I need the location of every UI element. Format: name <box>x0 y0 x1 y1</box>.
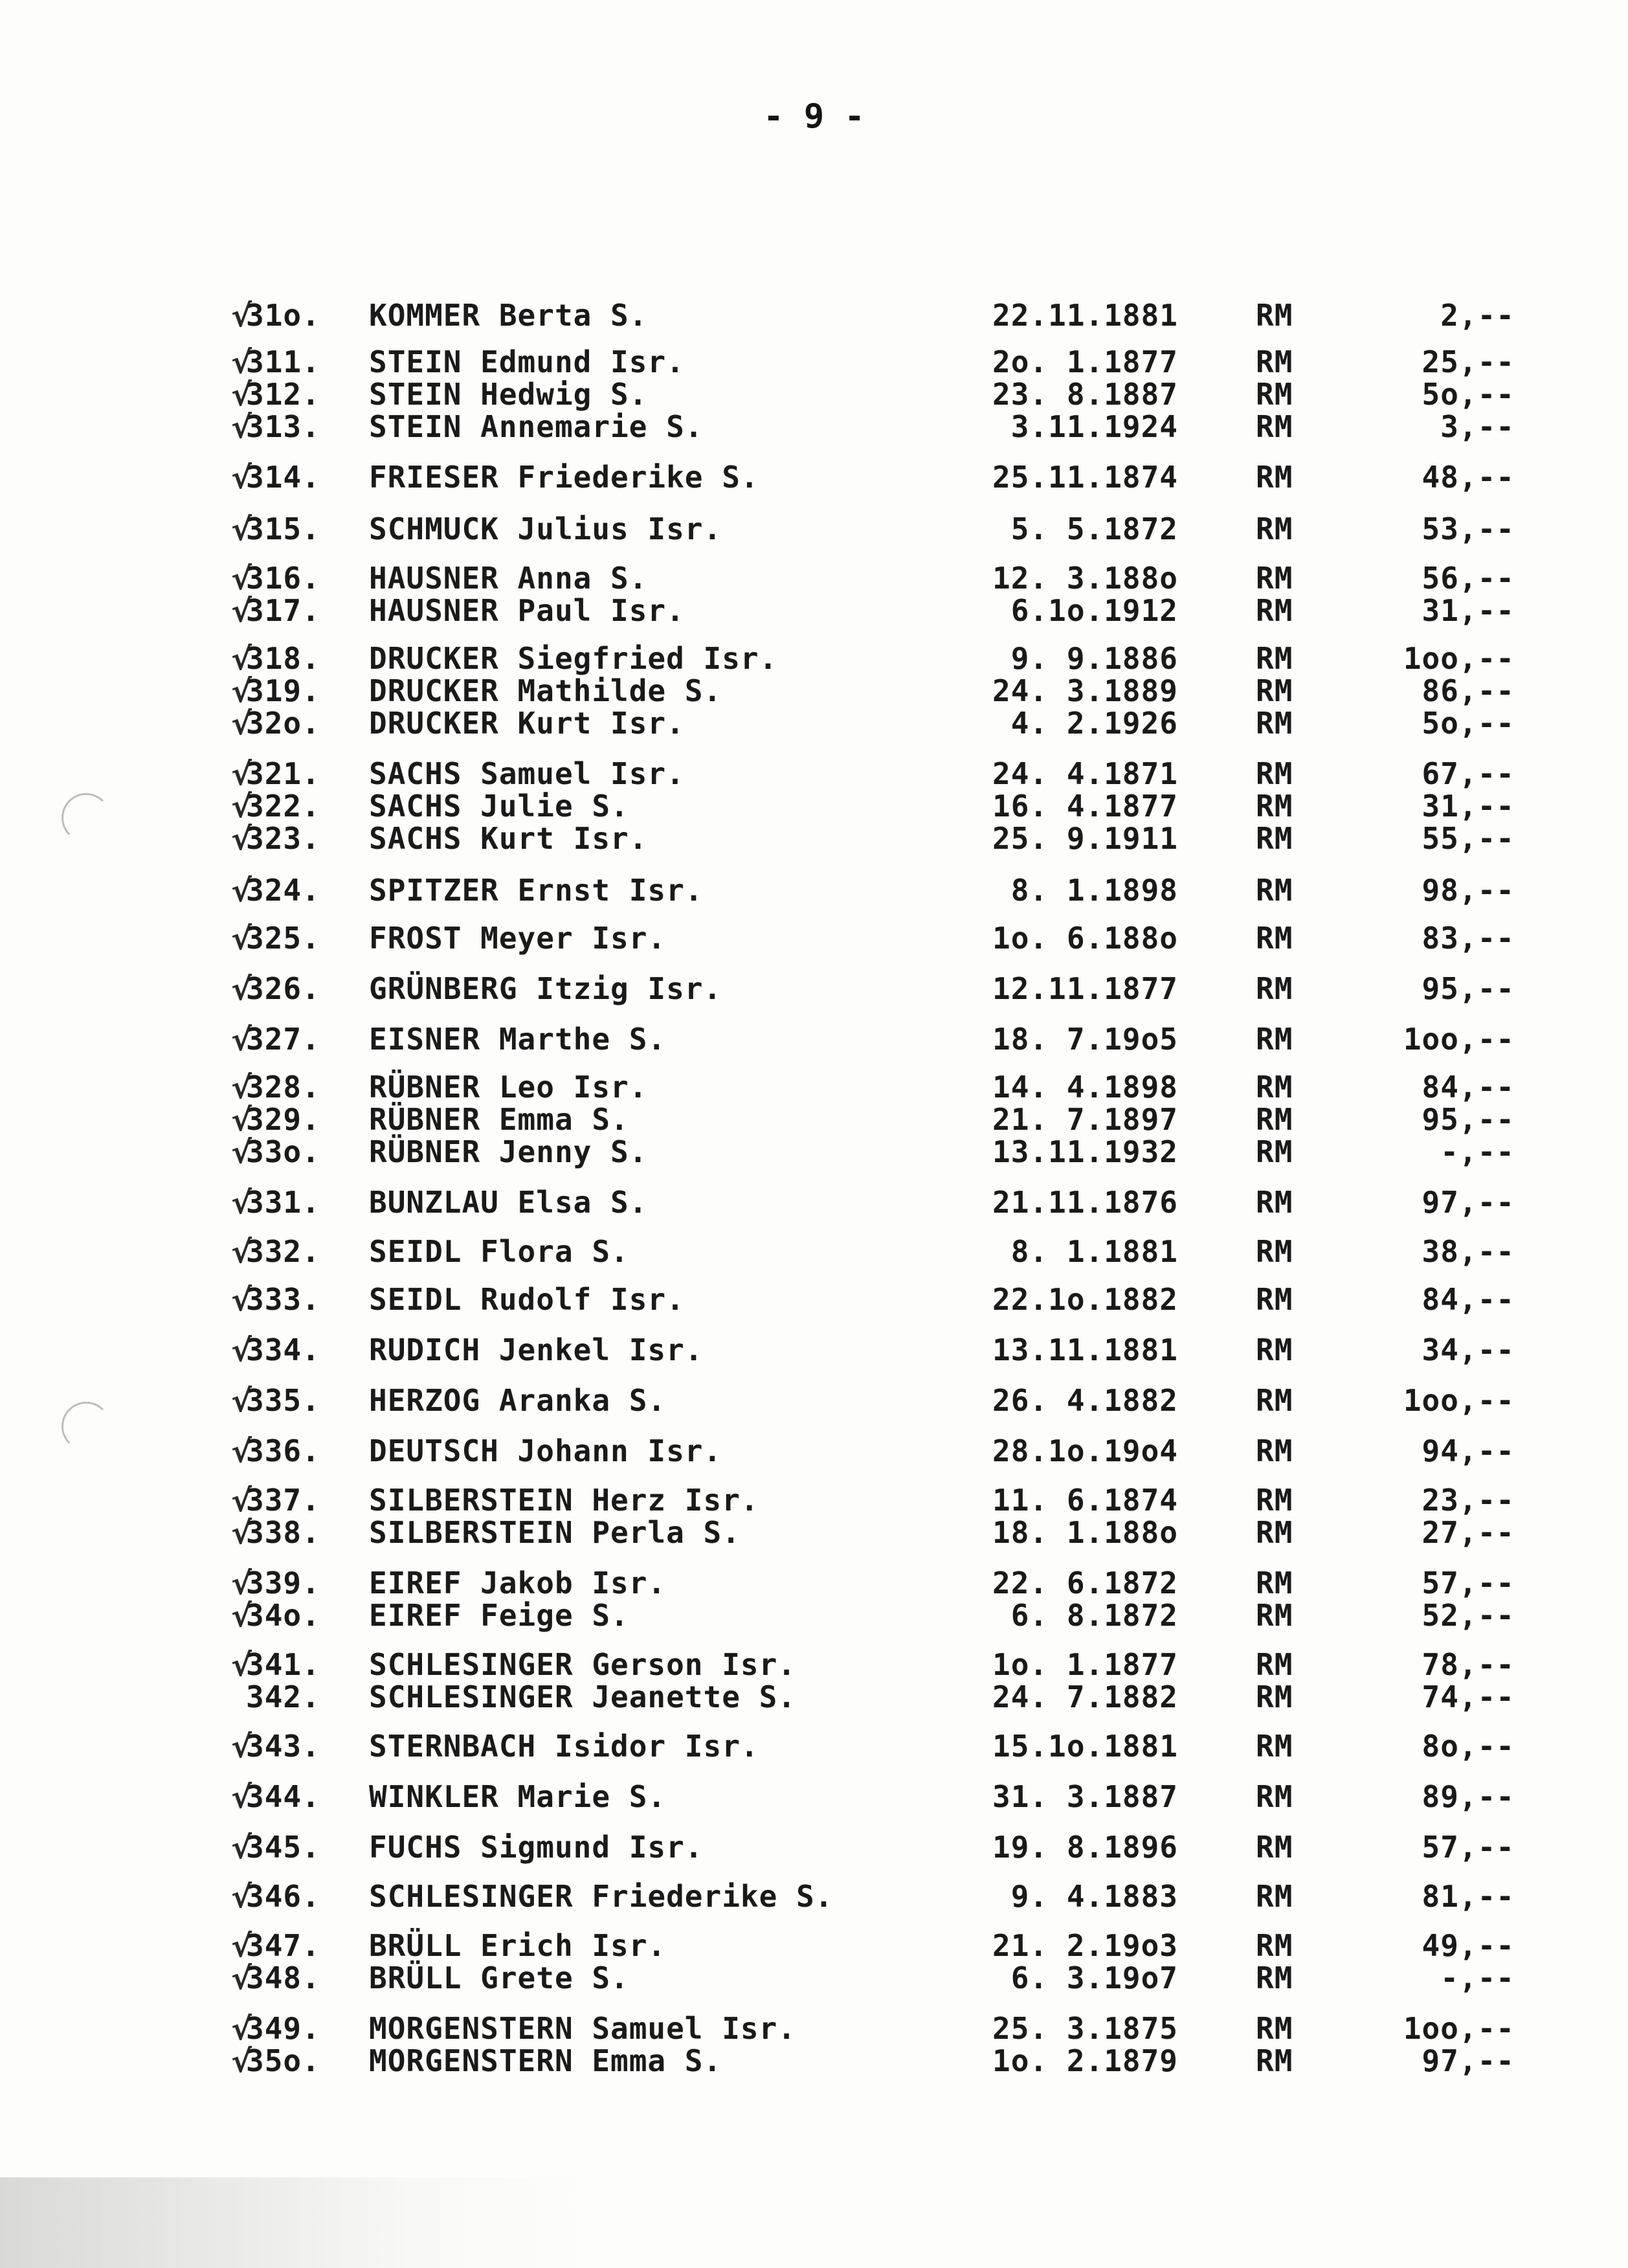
amount: 84,-- <box>1422 1282 1515 1317</box>
entry-number: 314. <box>246 460 320 495</box>
person-name: FUCHS Sigmund Isr. <box>369 1830 704 1865</box>
person-name: SCHLESINGER Jeanette S. <box>369 1679 796 1714</box>
entry-number: 325. <box>246 921 320 956</box>
person-name: BRÜLL Grete S. <box>369 1960 629 1995</box>
birth-date: 24. 3.1889 <box>992 673 1178 708</box>
page-number: - 9 - <box>763 97 865 136</box>
currency: RM <box>1256 1928 1293 1963</box>
person-name: DRUCKER Kurt Isr. <box>369 706 685 741</box>
amount: 3,-- <box>1440 409 1515 444</box>
amount: 89,-- <box>1422 1779 1515 1814</box>
entry-number: 342. <box>246 1679 320 1714</box>
amount: 48,-- <box>1422 460 1515 495</box>
tick-mark: √ <box>230 1960 252 1997</box>
person-name: SCHLESINGER Friederike S. <box>369 1879 834 1914</box>
entry-number: 341. <box>246 1647 320 1682</box>
tick-mark: √ <box>230 511 252 548</box>
currency: RM <box>1256 1234 1293 1269</box>
punch-hole-mark <box>61 793 111 842</box>
person-name: RÜBNER Leo Isr. <box>369 1070 648 1105</box>
person-name: SEIDL Flora S. <box>369 1234 629 1269</box>
tick-mark: √ <box>230 641 252 677</box>
tick-mark: √ <box>230 673 252 710</box>
birth-date: 22.11.1881 <box>992 298 1178 333</box>
tick-mark: √ <box>230 706 252 742</box>
entry-number: 317. <box>246 593 320 628</box>
amount: 97,-- <box>1422 2043 1515 2078</box>
amount: 5o,-- <box>1422 377 1515 412</box>
birth-date: 21.11.1876 <box>992 1185 1178 1220</box>
birth-date: 23. 8.1887 <box>992 377 1178 412</box>
amount: 5o,-- <box>1422 706 1515 741</box>
currency: RM <box>1256 756 1293 791</box>
person-name: SACHS Julie S. <box>369 789 629 824</box>
birth-date: 28.1o.19o4 <box>992 1433 1178 1468</box>
person-name: SACHS Kurt Isr. <box>369 821 648 856</box>
birth-date: 31. 3.1887 <box>992 1779 1178 1814</box>
tick-mark: √ <box>230 1383 252 1419</box>
tick-mark: √ <box>230 1483 252 1519</box>
tick-mark: √ <box>230 1070 252 1106</box>
entry-number: 331. <box>246 1185 320 1220</box>
birth-date: 24. 4.1871 <box>992 756 1178 791</box>
entry-number: 318. <box>246 641 320 676</box>
currency: RM <box>1256 673 1293 708</box>
currency: RM <box>1256 706 1293 741</box>
birth-date: 26. 4.1882 <box>992 1383 1178 1418</box>
entry-number: 316. <box>246 561 320 596</box>
person-name: RUDICH Jenkel Isr. <box>369 1332 704 1367</box>
person-name: SPITZER Ernst Isr. <box>369 873 704 908</box>
amount: 27,-- <box>1422 1515 1515 1550</box>
tick-mark: √ <box>230 344 252 381</box>
birth-date: 22.1o.1882 <box>992 1282 1178 1317</box>
currency: RM <box>1256 593 1293 628</box>
entry-number: 321. <box>246 756 320 791</box>
amount: 98,-- <box>1422 873 1515 908</box>
amount: 23,-- <box>1422 1483 1515 1518</box>
tick-mark: √ <box>230 1515 252 1551</box>
currency: RM <box>1256 1830 1293 1865</box>
person-name: HAUSNER Anna S. <box>369 561 648 596</box>
entry-number: 345. <box>246 1830 320 1865</box>
entry-number: 326. <box>246 971 320 1006</box>
tick-mark: √ <box>230 1647 252 1683</box>
amount: 81,-- <box>1422 1879 1515 1914</box>
birth-date: 8. 1.1881 <box>1010 1234 1178 1269</box>
entry-number: 349. <box>246 2011 320 2046</box>
tick-mark: √ <box>230 1879 252 1915</box>
birth-date: 19. 8.1896 <box>992 1830 1178 1865</box>
birth-date: 1o. 2.1879 <box>992 2043 1178 2078</box>
entry-number: 335. <box>246 1383 320 1418</box>
birth-date: 6. 8.1872 <box>1010 1598 1178 1633</box>
person-name: SCHLESINGER Gerson Isr. <box>369 1647 796 1682</box>
amount: 57,-- <box>1422 1566 1515 1600</box>
birth-date: 1o. 6.188o <box>992 921 1178 956</box>
currency: RM <box>1256 298 1293 333</box>
person-name: HAUSNER Paul Isr. <box>369 593 685 628</box>
amount: -,-- <box>1440 1134 1515 1169</box>
amount: 78,-- <box>1422 1647 1515 1682</box>
tick-mark: √ <box>230 2011 252 2047</box>
entry-number: 343. <box>246 1729 320 1764</box>
birth-date: 18. 7.19o5 <box>992 1022 1178 1057</box>
currency: RM <box>1256 2011 1293 2046</box>
birth-date: 22. 6.1872 <box>992 1566 1178 1600</box>
amount: 34,-- <box>1422 1332 1515 1367</box>
birth-date: 15.1o.1881 <box>992 1729 1178 1764</box>
amount: 1oo,-- <box>1403 1022 1515 1057</box>
currency: RM <box>1256 377 1293 412</box>
birth-date: 9. 4.1883 <box>1010 1879 1178 1914</box>
birth-date: 8. 1.1898 <box>1010 873 1178 908</box>
person-name: MORGENSTERN Samuel Isr. <box>369 2011 796 2046</box>
currency: RM <box>1256 460 1293 495</box>
tick-mark: √ <box>230 971 252 1007</box>
tick-mark: √ <box>230 1185 252 1221</box>
currency: RM <box>1256 1282 1293 1317</box>
birth-date: 21. 7.1897 <box>992 1102 1178 1137</box>
entry-number: 329. <box>246 1102 320 1137</box>
entry-number: 334. <box>246 1332 320 1367</box>
amount: 8o,-- <box>1422 1729 1515 1764</box>
birth-date: 24. 7.1882 <box>992 1679 1178 1714</box>
amount: -,-- <box>1440 1960 1515 1995</box>
amount: 1oo,-- <box>1403 2011 1515 2046</box>
entry-number: 32o. <box>246 706 320 741</box>
amount: 2,-- <box>1440 298 1515 333</box>
birth-date: 5. 5.1872 <box>1010 511 1178 546</box>
currency: RM <box>1256 1566 1293 1600</box>
entry-number: 344. <box>246 1779 320 1814</box>
person-name: DEUTSCH Johann Isr. <box>369 1433 722 1468</box>
amount: 55,-- <box>1422 821 1515 856</box>
person-name: BRÜLL Erich Isr. <box>369 1928 667 1963</box>
amount: 1oo,-- <box>1403 641 1515 676</box>
tick-mark: √ <box>230 593 252 629</box>
birth-date: 9. 9.1886 <box>1010 641 1178 676</box>
amount: 57,-- <box>1422 1830 1515 1865</box>
birth-date: 25. 9.1911 <box>992 821 1178 856</box>
tick-mark: √ <box>230 298 252 334</box>
entry-number: 313. <box>246 409 320 444</box>
currency: RM <box>1256 1185 1293 1220</box>
birth-date: 4. 2.1926 <box>1010 706 1178 741</box>
currency: RM <box>1256 971 1293 1006</box>
currency: RM <box>1256 409 1293 444</box>
amount: 95,-- <box>1422 1102 1515 1137</box>
currency: RM <box>1256 1483 1293 1518</box>
birth-date: 25.11.1874 <box>992 460 1178 495</box>
birth-date: 2o. 1.1877 <box>992 344 1178 379</box>
tick-mark: √ <box>230 1102 252 1138</box>
tick-mark: √ <box>230 1433 252 1470</box>
tick-mark: √ <box>230 873 252 909</box>
amount: 74,-- <box>1422 1679 1515 1714</box>
currency: RM <box>1256 1879 1293 1914</box>
person-name: SCHMUCK Julius Isr. <box>369 511 722 546</box>
person-name: SILBERSTEIN Perla S. <box>369 1515 741 1550</box>
tick-mark: √ <box>230 1566 252 1602</box>
birth-date: 12. 3.188o <box>992 561 1178 596</box>
entry-number: 323. <box>246 821 320 856</box>
tick-mark: √ <box>230 1282 252 1318</box>
entry-number: 348. <box>246 1960 320 1995</box>
tick-mark: √ <box>230 2043 252 2080</box>
tick-mark: √ <box>230 1928 252 1964</box>
person-name: STERNBACH Isidor Isr. <box>369 1729 759 1764</box>
amount: 52,-- <box>1422 1598 1515 1633</box>
person-name: RÜBNER Emma S. <box>369 1102 629 1137</box>
entry-number: 33o. <box>246 1134 320 1169</box>
birth-date: 11. 6.1874 <box>992 1483 1178 1518</box>
person-name: STEIN Edmund Isr. <box>369 344 685 379</box>
birth-date: 16. 4.1877 <box>992 789 1178 824</box>
currency: RM <box>1256 1332 1293 1367</box>
entry-number: 324. <box>246 873 320 908</box>
tick-mark: √ <box>230 1234 252 1270</box>
person-name: SACHS Samuel Isr. <box>369 756 685 791</box>
person-name: DRUCKER Siegfried Isr. <box>369 641 778 676</box>
birth-date: 12.11.1877 <box>992 971 1178 1006</box>
amount: 31,-- <box>1422 789 1515 824</box>
person-name: FRIESER Friederike S. <box>369 460 759 495</box>
amount: 31,-- <box>1422 593 1515 628</box>
currency: RM <box>1256 821 1293 856</box>
person-name: KOMMER Berta S. <box>369 298 648 333</box>
currency: RM <box>1256 2043 1293 2078</box>
entry-number: 311. <box>246 344 320 379</box>
tick-mark: √ <box>230 1779 252 1815</box>
person-name: SEIDL Rudolf Isr. <box>369 1282 685 1317</box>
amount: 86,-- <box>1422 673 1515 708</box>
tick-mark: √ <box>230 460 252 496</box>
birth-date: 21. 2.19o3 <box>992 1928 1178 1963</box>
person-name: EISNER Marthe S. <box>369 1022 667 1057</box>
currency: RM <box>1256 1960 1293 1995</box>
currency: RM <box>1256 921 1293 956</box>
tick-mark: √ <box>230 377 252 413</box>
entry-number: 336. <box>246 1433 320 1468</box>
tick-mark: √ <box>230 756 252 792</box>
tick-mark: √ <box>230 821 252 857</box>
entry-number: 315. <box>246 511 320 546</box>
tick-mark: √ <box>230 1332 252 1369</box>
tick-mark: √ <box>230 409 252 445</box>
entry-number: 312. <box>246 377 320 412</box>
birth-date: 3.11.1924 <box>1010 409 1178 444</box>
amount: 38,-- <box>1422 1234 1515 1269</box>
person-name: SILBERSTEIN Herz Isr. <box>369 1483 759 1518</box>
tick-mark: √ <box>230 789 252 825</box>
entry-number: 338. <box>246 1515 320 1550</box>
tick-mark: √ <box>230 1598 252 1634</box>
currency: RM <box>1256 1102 1293 1137</box>
amount: 56,-- <box>1422 561 1515 596</box>
entry-number: 347. <box>246 1928 320 1963</box>
amount: 49,-- <box>1422 1928 1515 1963</box>
currency: RM <box>1256 511 1293 546</box>
amount: 95,-- <box>1422 971 1515 1006</box>
currency: RM <box>1256 1598 1293 1633</box>
currency: RM <box>1256 873 1293 908</box>
entry-number: 327. <box>246 1022 320 1057</box>
birth-date: 6.1o.1912 <box>1010 593 1178 628</box>
amount: 1oo,-- <box>1403 1383 1515 1418</box>
entry-number: 339. <box>246 1566 320 1600</box>
entry-number: 35o. <box>246 2043 320 2078</box>
currency: RM <box>1256 1647 1293 1682</box>
person-name: STEIN Annemarie S. <box>369 409 704 444</box>
birth-date: 14. 4.1898 <box>992 1070 1178 1105</box>
person-name: MORGENSTERN Emma S. <box>369 2043 722 2078</box>
currency: RM <box>1256 1134 1293 1169</box>
currency: RM <box>1256 344 1293 379</box>
currency: RM <box>1256 1779 1293 1814</box>
birth-date: 18. 1.188o <box>992 1515 1178 1550</box>
entry-number: 328. <box>246 1070 320 1105</box>
amount: 67,-- <box>1422 756 1515 791</box>
entry-number: 322. <box>246 789 320 824</box>
person-name: GRÜNBERG Itzig Isr. <box>369 971 722 1006</box>
punch-hole-mark <box>61 1402 111 1451</box>
amount: 97,-- <box>1422 1185 1515 1220</box>
person-name: RÜBNER Jenny S. <box>369 1134 648 1169</box>
person-name: HERZOG Aranka S. <box>369 1383 667 1418</box>
currency: RM <box>1256 1383 1293 1418</box>
currency: RM <box>1256 1515 1293 1550</box>
currency: RM <box>1256 1070 1293 1105</box>
currency: RM <box>1256 1022 1293 1057</box>
tick-mark: √ <box>230 1022 252 1058</box>
tick-mark: √ <box>230 1134 252 1171</box>
birth-date: 13.11.1932 <box>992 1134 1178 1169</box>
person-name: FROST Meyer Isr. <box>369 921 667 956</box>
entry-number: 346. <box>246 1879 320 1914</box>
entry-number: 34o. <box>246 1598 320 1633</box>
currency: RM <box>1256 1679 1293 1714</box>
amount: 53,-- <box>1422 511 1515 546</box>
currency: RM <box>1256 1433 1293 1468</box>
tick-mark: √ <box>230 921 252 957</box>
amount: 83,-- <box>1422 921 1515 956</box>
person-name: WINKLER Marie S. <box>369 1779 667 1814</box>
amount: 25,-- <box>1422 344 1515 379</box>
currency: RM <box>1256 561 1293 596</box>
currency: RM <box>1256 789 1293 824</box>
person-name: BUNZLAU Elsa S. <box>369 1185 648 1220</box>
amount: 94,-- <box>1422 1433 1515 1468</box>
person-name: EIREF Feige S. <box>369 1598 629 1633</box>
tick-mark: √ <box>230 1830 252 1866</box>
currency: RM <box>1256 1729 1293 1764</box>
birth-date: 6. 3.19o7 <box>1010 1960 1178 1995</box>
tick-mark: √ <box>230 1729 252 1765</box>
birth-date: 13.11.1881 <box>992 1332 1178 1367</box>
entry-number: 333. <box>246 1282 320 1317</box>
entry-number: 332. <box>246 1234 320 1269</box>
scan-noise <box>0 2177 583 2268</box>
tick-mark: √ <box>230 561 252 597</box>
amount: 84,-- <box>1422 1070 1515 1105</box>
currency: RM <box>1256 641 1293 676</box>
entry-number: 337. <box>246 1483 320 1518</box>
entry-number: 319. <box>246 673 320 708</box>
entry-number: 31o. <box>246 298 320 333</box>
person-name: EIREF Jakob Isr. <box>369 1566 667 1600</box>
person-name: STEIN Hedwig S. <box>369 377 648 412</box>
birth-date: 25. 3.1875 <box>992 2011 1178 2046</box>
birth-date: 1o. 1.1877 <box>992 1647 1178 1682</box>
person-name: DRUCKER Mathilde S. <box>369 673 722 708</box>
